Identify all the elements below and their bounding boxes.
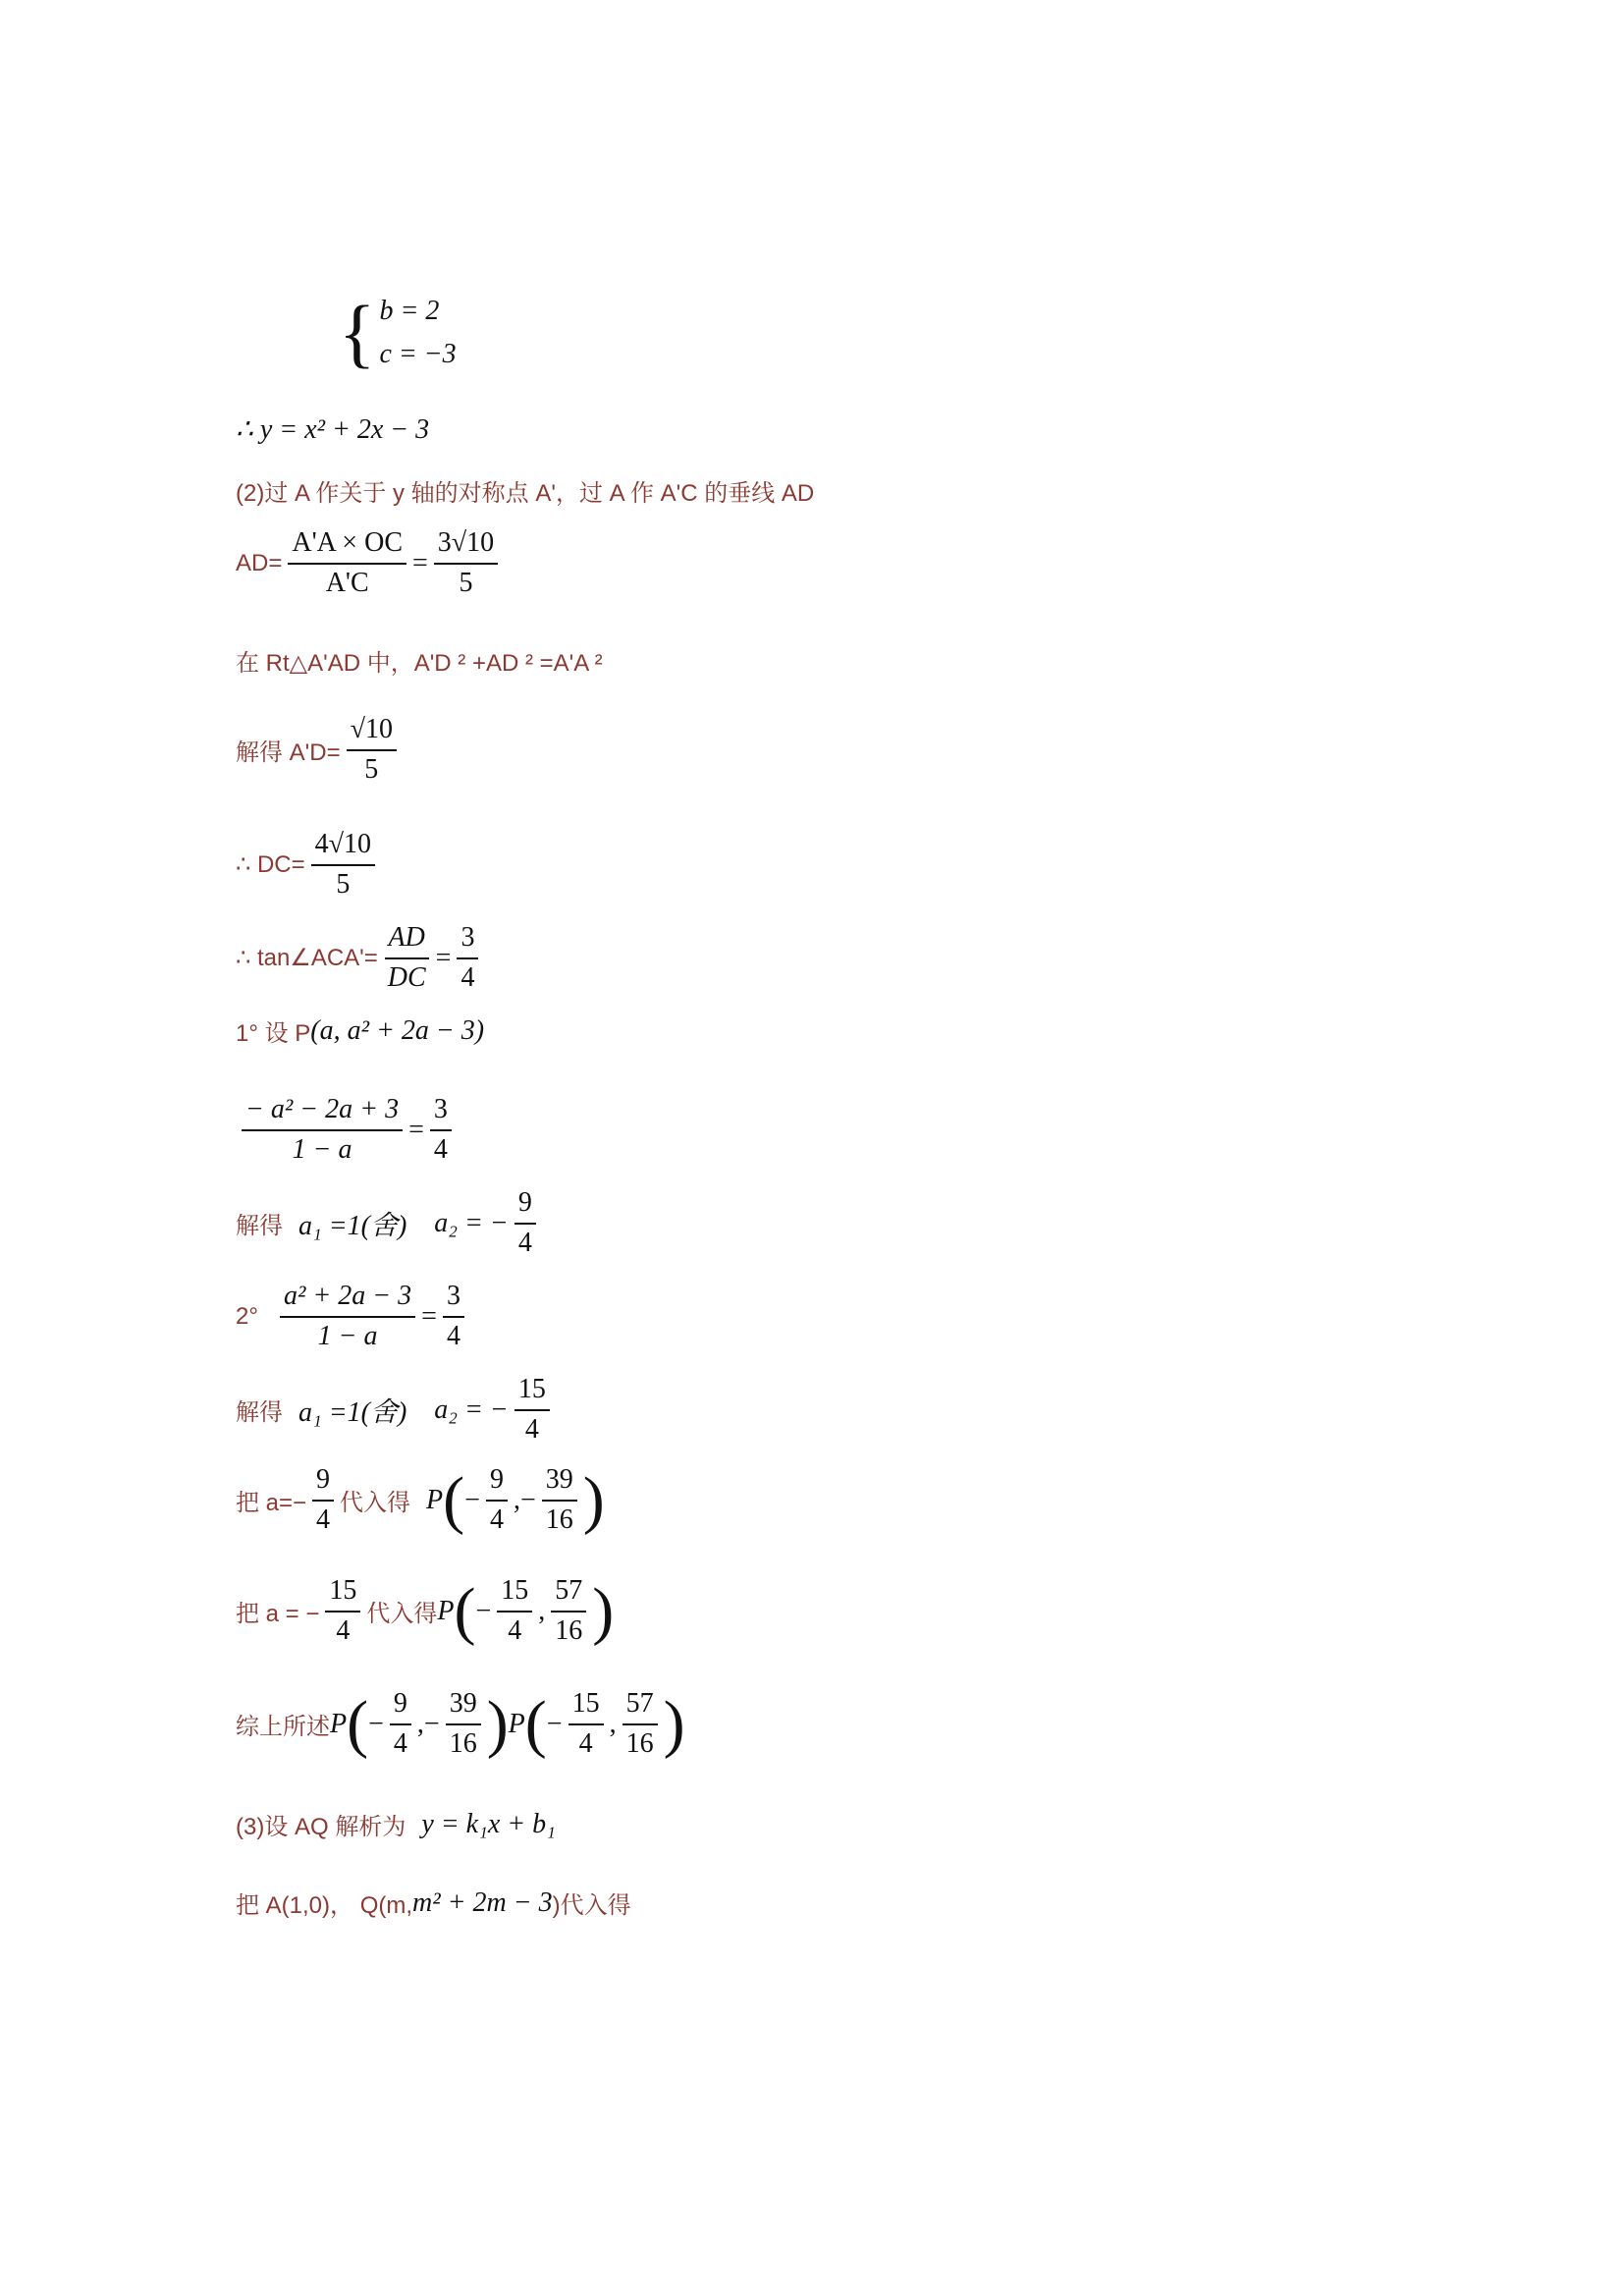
right-triangle-line: 在 Rt△A'AD 中，A'D ² +AD ² =A'A ² bbox=[236, 650, 603, 677]
therefore-y-line: ∴ y = x² + 2x − 3 bbox=[236, 414, 430, 445]
eq1-line: $\frac{\text{− a² − 2a + 3}}{1 - a}$ = $\frac{3}{4}$ bbox=[236, 1095, 458, 1166]
sub2-line: 把 a = − $\frac{15}{4}$ 代入得 P ( − $\frac{15}{4}$ , $\frac{57}{16}$ ) bbox=[236, 1574, 615, 1647]
tan-result-fraction: $\frac{3}{4}$ bbox=[457, 923, 478, 994]
ad-solve-fraction: $\frac{√10}{5}$ bbox=[347, 715, 397, 786]
dc-fraction: $\frac{4√10}{5}$ bbox=[311, 830, 375, 901]
dc-line: ∴ DC= $\frac{4√10}{5}$ bbox=[236, 830, 381, 901]
ad-solve-line: 解得 A'D= $\frac{√10}{5}$ bbox=[236, 715, 403, 786]
sol2-line: 解得 a₁ =1(舍) a₂ = − $\frac{15}{4}$ bbox=[236, 1375, 556, 1446]
sol2-fraction: $\frac{15}{4}$ bbox=[514, 1375, 550, 1446]
equation-system bbox=[339, 290, 457, 375]
ad-result-fraction: $\frac{3√10}{5}$ bbox=[434, 528, 498, 599]
tan-line: ∴ tan∠ACA'= $\frac{AD}{DC}$ = $\frac{3}{4}$ bbox=[236, 923, 484, 994]
sub1-line: 把 a=− $\frac{9}{4}$ 代入得 P ( − $\frac{9}{4}$ ,− $\frac{39}{16}$ ) bbox=[236, 1463, 605, 1536]
summary-line: 综上所述 P ( − $\frac{9}{4}$ ,− $\frac{39}{16}$ ) P ( − $\frac{15}{4}$ , $\frac{57}{16}$ ) bbox=[236, 1687, 685, 1760]
system-row-b: b = 2 bbox=[379, 296, 440, 326]
part2-heading: (2)过 A 作关于 y 轴的对称点 A'，过 A 作 A'C 的垂线 AD bbox=[236, 480, 815, 507]
case1-line: 1° 设 P (a, a² + 2a − 3) bbox=[236, 1014, 485, 1047]
system-row-c: c = −3 bbox=[379, 339, 457, 369]
part3-line: (3)设 AQ 解析为 y = k₁x + b₁ bbox=[236, 1808, 556, 1840]
ad-formula: AD= $\frac{A'A \times OC}{A'C}$ = $\frac{3√10}{5}$ bbox=[236, 528, 504, 599]
sol1-fraction: $\frac{9}{4}$ bbox=[514, 1188, 536, 1259]
tan-fraction: $\frac{AD}{DC}$ bbox=[384, 923, 430, 994]
left-brace: { bbox=[339, 290, 376, 375]
case2-result-fraction: $\frac{3}{4}$ bbox=[443, 1282, 464, 1352]
case2-fraction: $\frac{\text{a² + 2a − 3}}{1 - a}$ bbox=[280, 1282, 415, 1352]
eq1-result-fraction: $\frac{3}{4}$ bbox=[430, 1095, 452, 1166]
case2-line: 2° $\frac{\text{a² + 2a − 3}}{1 - a}$ = $\frac{3}{4}$ bbox=[236, 1282, 470, 1352]
eq1-fraction: $\frac{\text{− a² − 2a + 3}}{1 - a}$ bbox=[242, 1095, 403, 1166]
last-line: 把 A(1,0)， Q(m, m² + 2m − 3 )代入得 bbox=[236, 1886, 631, 1919]
ad-fraction: $\frac{A'A \times OC}{A'C}$ bbox=[288, 528, 406, 599]
sol1-line: 解得 a₁ =1(舍) a₂ = − $\frac{9}{4}$ bbox=[236, 1188, 542, 1259]
